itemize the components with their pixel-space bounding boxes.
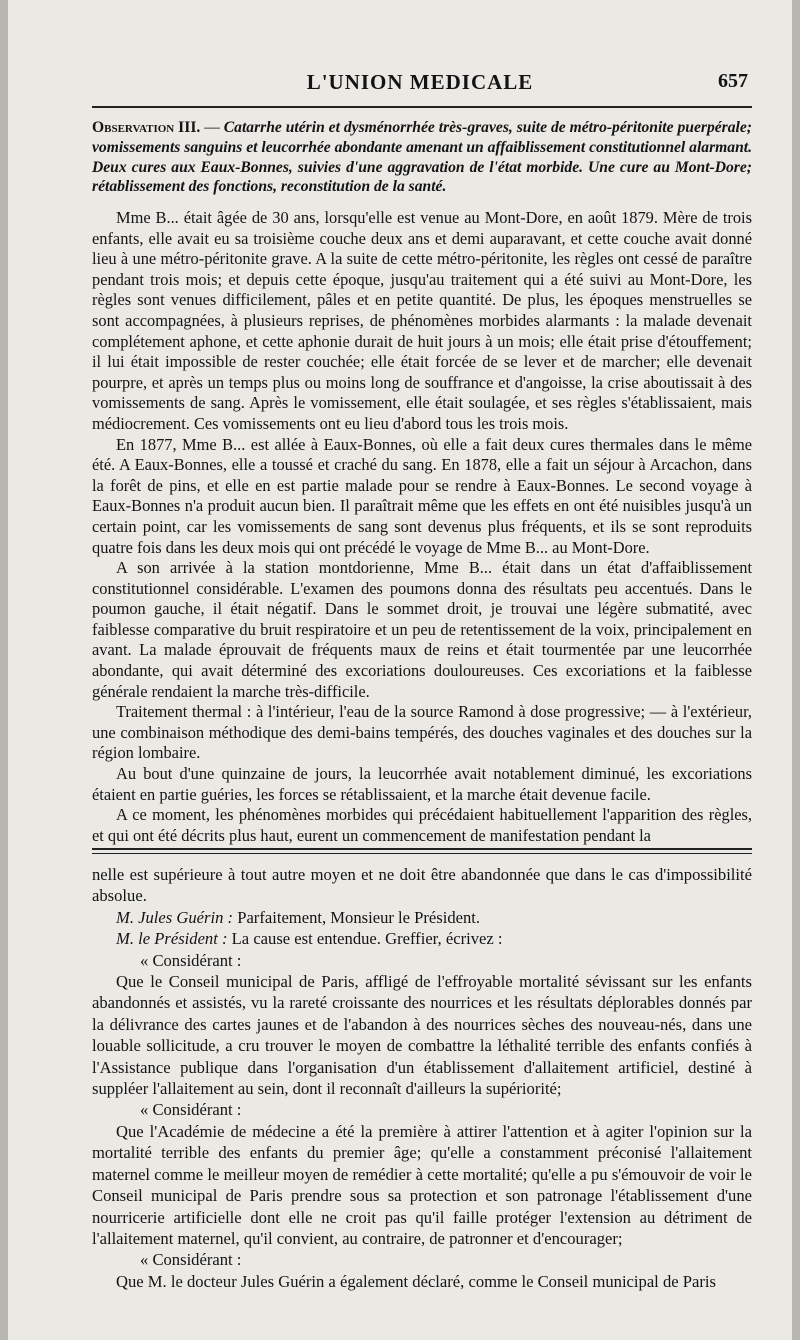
considerant-paragraph: Que le Conseil municipal de Paris, affligé de l'effroyable mortalité sévissant sur les enfants abandonnés et assistés, vu la rareté croissante des nourrices et les résultats déplorables donnés par la délivrance des cartes jaunes et de l'abandon à des nourrices sèches des nouveau-nés, dans une louable sollicitude, a cru trouver le moyen de combattre la léthalité terrible des enfants confiés à l'Assistance publique dans l'organisation d'un établissement d'allaitement artificiel, destiné à suppléer l'allaitement au sein, dont il reconnaît d'ailleurs la supériorité; bbox=[92, 972, 752, 1099]
dialogue-line-guerin bbox=[92, 907, 752, 928]
paragraph: Au bout d'une quinzaine de jours, la leucorrhée avait notablement diminué, les excoriations étaient en partie guéries, les forces se rétablissaient, et la marche était devenue facile. bbox=[92, 764, 752, 804]
considerant-heading: « Considérant : bbox=[140, 950, 242, 970]
feuilleton-body bbox=[92, 864, 752, 1292]
speaker-guerin: M. Jules Guérin : bbox=[116, 907, 234, 927]
journal-page bbox=[8, 0, 792, 1340]
considerant-heading: « Considérant : bbox=[140, 1100, 242, 1120]
page-header bbox=[88, 70, 752, 100]
reply-president: La cause est entendue. Greffier, écrivez : bbox=[227, 929, 503, 949]
paragraph: Traitement thermal : à l'intérieur, l'eau de la source Ramond à dose progressive; — à l'extérieur, une combinaison méthodique des demi-bains tempérés, des douches vaginales et des douches sur la région lombaire. bbox=[92, 702, 752, 763]
paragraph: Mme B... était âgée de 30 ans, lorsqu'elle est venue au Mont-Dore, en août 1879. Mère de trois enfants, elle avait eu sa troisième couche deux ans et demi auparavant, et cette couche avait donné lieu à une métro-péritonite grave. A la suite de cette métro-péritonite, les règles ont cessé de paraître pendant trois mois; et depuis cette époque, jusqu'au traitement qui a été suivi au Mont-Dore, les règles sont venues difficilement, pâles et en petite quantité. De plus, les époques menstruelles se sont accompagnées, à plusieurs reprises, de phénomènes morbides alarmants : la malade devenait complétement aphone, et cette aphonie durait de huit jours à un mois; elle était prise d'étouffement; il lui était impossible de rester couchée; elle était forcée de se lever et de marcher; elle devenait pourpre, et après un temps plus ou moins long de souffrance et d'angoisse, la crise aboutissait à des vomissements de sang. Après le vomissement, elle était soulagée, et ses règles s'établissaient, mais médiocrement. Ces vomissements ont eu lieu d'abord tous les trois mois. bbox=[92, 208, 752, 433]
paragraph: A son arrivée à la station montdorienne, Mme B... était dans un état d'affaiblissement constitutionnel considérable. L'examen des poumons donna des résultats peu accentués. Dans le poumon gauche, il était négatif. Dans le sommet droit, je trouvai une légère submatité, avec faiblesse comparative du bruit respiratoire et un peu de retentissement de la voix, principalement en avant. La malade éprouvait de fréquents maux de reins et était tourmentée par une leucorrhée abondante, qui avait déterminé des excoriations douloureuses. Ces excoriations et la faiblesse générale rendaient la marche très-difficile. bbox=[92, 558, 752, 701]
observation-dash: — bbox=[204, 119, 220, 136]
continuation-text: nelle est supérieure à tout autre moyen et ne doit être abandonnée que dans le cas d'impossibilité absolue. bbox=[92, 865, 752, 906]
paragraph: A ce moment, les phénomènes morbides qui précédaient habituellement l'apparition des règles, et qui ont été décrits plus haut, eurent un commencement de manifestation pendant la bbox=[92, 805, 752, 845]
observation-label: Observation III. bbox=[92, 119, 201, 136]
dialogue-line-president bbox=[92, 928, 752, 949]
section-divider bbox=[92, 848, 752, 854]
reply-guerin: Parfaitement, Monsieur le Président. bbox=[233, 907, 481, 927]
speaker-president: M. le Président : bbox=[116, 929, 228, 949]
paragraph: En 1877, Mme B... est allée à Eaux-Bonnes, où elle a fait deux cures thermales dans le même été. A Eaux-Bonnes, elle a toussé et craché du sang. En 1878, elle a fait un séjour à Arcachon, dans la forêt de pins, et elle en est partie malade pour se rendre à Eaux-Bonnes. Le second voyage à Eaux-Bonnes n'a produit aucun bien. Il paraîtrait même que les effets en ont été nuisibles jusqu'à un certain point, car les vomissements de sang sont devenus plus fréquents, et ils se sont reproduits quatre fois dans les deux mois qui ont précédé le voyage de Mme B... au Mont-Dore. bbox=[92, 434, 752, 557]
considerant-paragraph: Que M. le docteur Jules Guérin a également déclaré, comme le Conseil municipal de Paris bbox=[116, 1271, 716, 1291]
observation-heading bbox=[92, 118, 752, 197]
considerant-heading: « Considérant : bbox=[140, 1250, 242, 1270]
observation-title: Catarrhe utérin et dysménorrhée très-graves, suite de métro-péritonite puerpérale; vomissements sanguins et leucorrhée abondante amenant un affaiblissement constitutionnel alarmant. Deux cures aux Eaux-Bonnes, suivies d'une aggravation de l'état morbide. Une cure au Mont-Dore; rétablissement des fonctions, reconstitution de la santé. bbox=[92, 119, 752, 196]
considerant-paragraph: Que l'Académie de médecine a été la première à attirer l'attention et à agiter l'opinion sur la mortalité terrible des enfants du premier âge; qu'elle a constamment préconisé l'allaitement maternel comme le meilleur moyen de remédier à cette mortalité; qu'elle a pu s'émouvoir de voir le Conseil municipal de Paris prendre sous sa protection et son patronage l'établissement d'une nourricerie artificielle dont elle ne croit pas qu'il faille protéger l'extension au détriment de l'allaitement maternel, qu'il convient, au contraire, de patronner et d'encourager; bbox=[92, 1121, 752, 1248]
header-rule bbox=[92, 106, 752, 108]
observation-body bbox=[92, 208, 752, 846]
journal-title: L'UNION MEDICALE bbox=[306, 70, 534, 94]
page-number: 657 bbox=[718, 70, 748, 92]
